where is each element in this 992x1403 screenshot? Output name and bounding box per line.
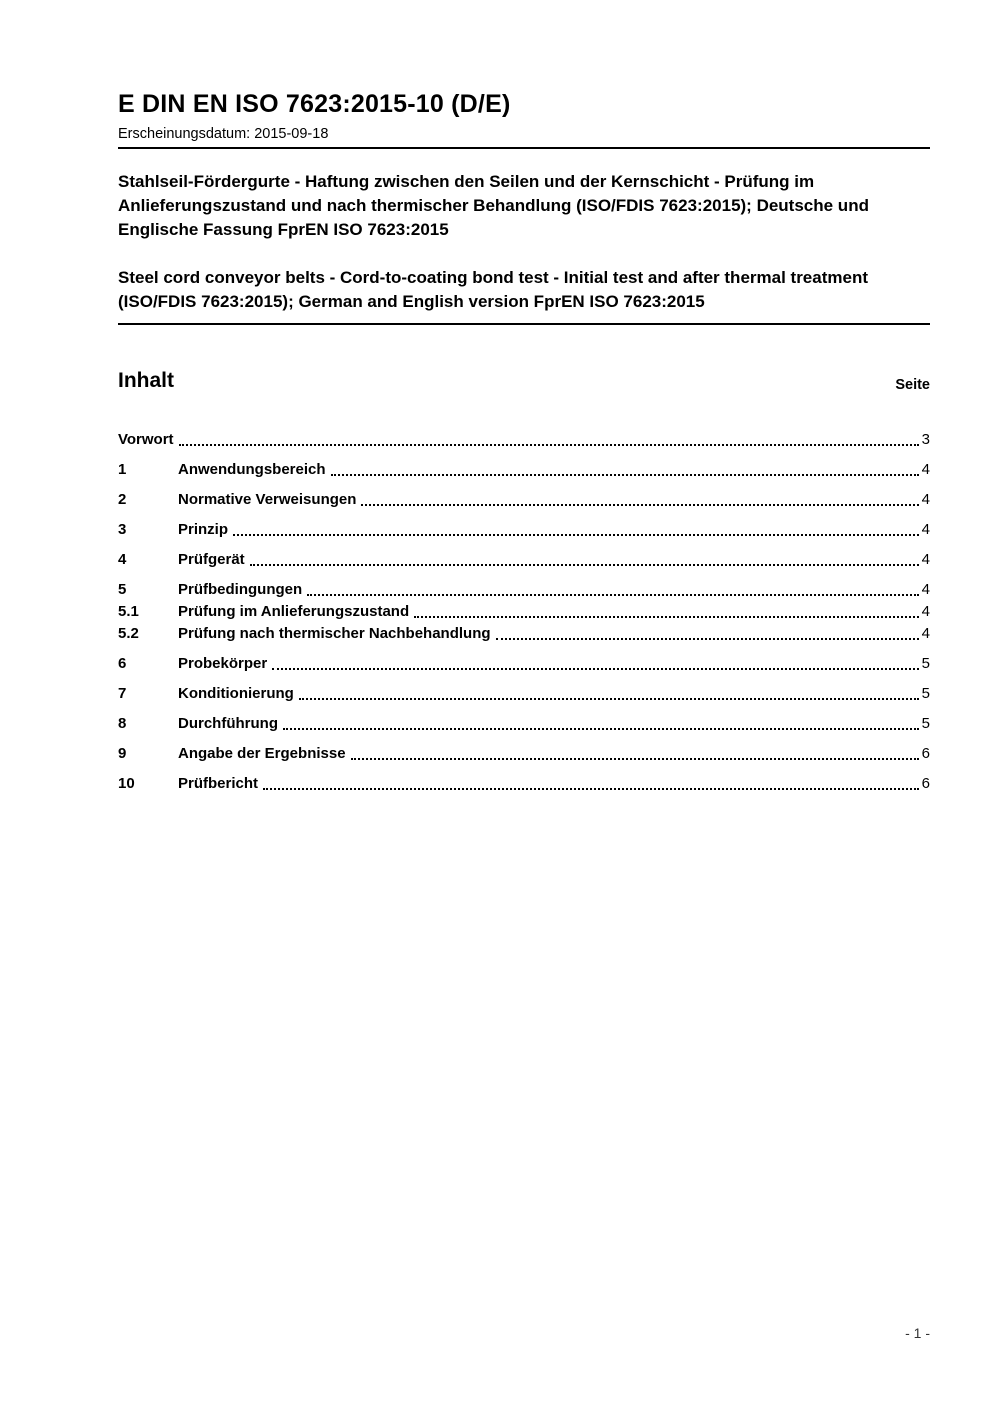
document-title-german: Stahlseil-Fördergurte - Haftung zwischen den Seilen und der Kernschicht - Prüfung im Anlieferungszustand und nach thermischer Behandlung (ISO/FDIS 7623:2015); Deutsche und Englische Fassung FprEN ISO 7623:2015: [118, 172, 869, 239]
toc-entry: [118, 745, 930, 763]
toc-entry: [118, 521, 930, 539]
toc-entry: [118, 603, 930, 621]
toc-entry-page: 6: [921, 745, 930, 762]
toc-page-column-label: Seite: [895, 377, 930, 393]
toc-leader-dots: [233, 534, 919, 536]
toc-entry-page: 4: [921, 461, 930, 478]
document-title: E DIN EN ISO 7623:2015-10 (D/E): [118, 90, 511, 118]
toc-entry-page: 4: [921, 581, 930, 598]
toc-entry-number: 4: [118, 551, 127, 568]
toc-entry-label: Prüfung im Anlieferungszustand: [178, 603, 410, 620]
toc-entry-number: 5: [118, 581, 127, 598]
toc-leader-dots: [250, 564, 919, 566]
toc-entry: [118, 581, 930, 599]
toc-entry-label: Prüfgerät: [178, 551, 245, 568]
toc-entry: [118, 491, 930, 509]
toc-entry-page: 4: [921, 551, 930, 568]
toc-heading: Inhalt: [118, 369, 174, 392]
toc-leader-dots: [179, 444, 919, 446]
toc-entry-number: 7: [118, 685, 127, 702]
toc-leader-dots: [414, 616, 919, 618]
toc-leader-dots: [263, 788, 919, 790]
toc-entry-page: 4: [921, 625, 930, 642]
toc-entry: [118, 461, 930, 479]
toc-entry-page: 4: [921, 603, 930, 620]
document-title-english: Steel cord conveyor belts - Cord-to-coating bond test - Initial test and after thermal treatment (ISO/FDIS 7623:2015); German and English version FprEN ISO 7623:2015: [118, 266, 930, 325]
publication-date: Erscheinungsdatum: 2015-09-18: [118, 126, 930, 149]
toc-entry-page: 5: [921, 685, 930, 702]
toc-entry: [118, 431, 930, 449]
toc-entry-label: Vorwort: [118, 431, 174, 448]
toc-leader-dots: [283, 728, 919, 730]
toc-entry-page: 3: [921, 431, 930, 448]
toc-leader-dots: [307, 594, 919, 596]
table-of-contents: [118, 431, 930, 793]
toc-leader-dots: [272, 668, 918, 670]
toc-entry-page: 6: [921, 775, 930, 792]
toc-entry: [118, 625, 930, 643]
toc-leader-dots: [496, 638, 919, 640]
toc-entry-label: Anwendungsbereich: [178, 461, 326, 478]
toc-entry-label: Durchführung: [178, 715, 278, 732]
toc-entry-number: 8: [118, 715, 127, 732]
toc-entry-label: Konditionierung: [178, 685, 294, 702]
toc-entry-number: 1: [118, 461, 127, 478]
toc-entry-page: 5: [921, 655, 930, 672]
toc-entry-page: 5: [921, 715, 930, 732]
toc-entry-label: Probekörper: [178, 655, 268, 672]
toc-entry-label: Prüfbericht: [178, 775, 259, 792]
toc-entry-label: Normative Verweisungen: [178, 491, 357, 508]
toc-entry-page: 4: [921, 491, 930, 508]
toc-entry-label: Prinzip: [178, 521, 229, 538]
toc-leader-dots: [331, 474, 919, 476]
toc-entry-number: 5.1: [118, 603, 139, 620]
toc-entry-label: Prüfbedingungen: [178, 581, 303, 598]
toc-entry: [118, 685, 930, 703]
toc-entry-label: Prüfung nach thermischer Nachbehandlung: [178, 625, 491, 642]
toc-entry-number: 3: [118, 521, 127, 538]
footer-page-number: - 1 -: [905, 1325, 930, 1341]
toc-header-bar: [118, 369, 930, 393]
toc-entry-number: 10: [118, 775, 135, 792]
toc-leader-dots: [351, 758, 919, 760]
toc-leader-dots: [299, 698, 919, 700]
toc-entry: [118, 715, 930, 733]
toc-entry-number: 6: [118, 655, 127, 672]
toc-entry-number: 5.2: [118, 625, 139, 642]
toc-entry: [118, 655, 930, 673]
toc-entry: [118, 775, 930, 793]
toc-entry-page: 4: [921, 521, 930, 538]
toc-entry: [118, 551, 930, 569]
toc-entry-label: Angabe der Ergebnisse: [178, 745, 346, 762]
toc-entry-number: 9: [118, 745, 127, 762]
toc-entry-number: 2: [118, 491, 127, 508]
toc-leader-dots: [361, 504, 918, 506]
